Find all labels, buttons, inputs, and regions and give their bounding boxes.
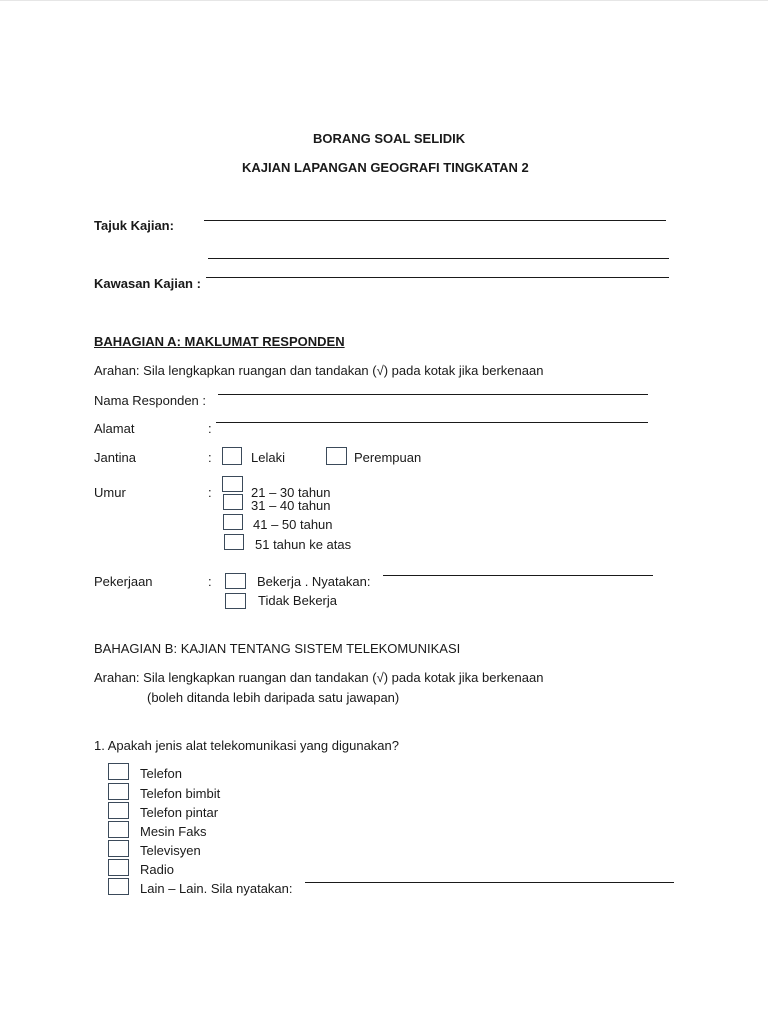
option-lain-lain: Lain – Lain. Sila nyatakan: <box>140 881 293 896</box>
checkbox-perempuan[interactable] <box>326 447 347 465</box>
option-lelaki: Lelaki <box>251 450 285 465</box>
section-a-instruction: Arahan: Sila lengkapkan ruangan dan tandakan (√) pada kotak jika berkenaan <box>94 363 544 378</box>
umur-colon: : <box>208 485 212 500</box>
checkbox-bekerja[interactable] <box>225 573 246 589</box>
checkbox-lain-lain[interactable] <box>108 878 129 895</box>
option-tidak-bekerja: Tidak Bekerja <box>258 593 337 608</box>
checkbox-lelaki[interactable] <box>222 447 242 465</box>
checkbox-tidak-bekerja[interactable] <box>225 593 246 609</box>
bekerja-input-line[interactable] <box>383 575 653 576</box>
checkbox-age-21-30[interactable] <box>222 476 243 492</box>
checkbox-televisyen[interactable] <box>108 840 129 857</box>
checkbox-age-41-50[interactable] <box>223 514 243 530</box>
kawasan-label: Kawasan Kajian : <box>94 276 201 291</box>
option-televisyen: Televisyen <box>140 843 201 858</box>
section-b-instruction: Arahan: Sila lengkapkan ruangan dan tandakan (√) pada kotak jika berkenaan <box>94 670 544 685</box>
option-age-51-plus: 51 tahun ke atas <box>255 537 352 552</box>
nama-label: Nama Responden : <box>94 393 207 408</box>
checkbox-telefon-pintar[interactable] <box>108 802 129 819</box>
option-telefon-bimbit: Telefon bimbit <box>140 786 221 801</box>
checkbox-age-51-plus[interactable] <box>224 534 244 550</box>
option-radio: Radio <box>140 862 174 877</box>
option-age-31-40: 31 – 40 tahun <box>251 498 331 513</box>
section-b-instruction-note: (boleh ditanda lebih daripada satu jawapan) <box>147 690 400 705</box>
checkbox-mesin-faks[interactable] <box>108 821 129 838</box>
checkbox-age-31-40[interactable] <box>223 494 243 510</box>
option-age-41-50: 41 – 50 tahun <box>253 517 333 532</box>
tajuk-input-line-2[interactable] <box>208 258 669 259</box>
option-telefon-pintar: Telefon pintar <box>140 805 219 820</box>
checkbox-telefon[interactable] <box>108 763 129 780</box>
question-1: 1. Apakah jenis alat telekomunikasi yang digunakan? <box>94 738 399 753</box>
section-b-heading: BAHAGIAN B: KAJIAN TENTANG SISTEM TELEKOMUNIKASI <box>94 641 461 656</box>
kawasan-input-line[interactable] <box>206 277 669 278</box>
checkbox-telefon-bimbit[interactable] <box>108 783 129 800</box>
jantina-colon: : <box>208 450 212 465</box>
option-mesin-faks: Mesin Faks <box>140 824 207 839</box>
form-title: BORANG SOAL SELIDIK <box>313 131 466 146</box>
tajuk-label: Tajuk Kajian: <box>94 218 174 233</box>
pekerjaan-label: Pekerjaan <box>94 574 153 589</box>
option-perempuan: Perempuan <box>354 450 422 465</box>
option-telefon: Telefon <box>140 766 182 781</box>
jantina-label: Jantina <box>94 450 136 465</box>
option-age-21-30: 21 – 30 tahun <box>251 485 331 500</box>
section-a-heading: BAHAGIAN A: MAKLUMAT RESPONDEN <box>94 334 345 349</box>
alamat-input-line[interactable] <box>216 422 648 423</box>
lain-lain-input-line[interactable] <box>305 882 674 883</box>
form-subtitle: KAJIAN LAPANGAN GEOGRAFI TINGKATAN 2 <box>242 160 529 175</box>
option-bekerja: Bekerja . Nyatakan: <box>257 574 371 589</box>
nama-input-line[interactable] <box>218 394 648 395</box>
alamat-label: Alamat <box>94 421 135 436</box>
pekerjaan-colon: : <box>208 574 212 589</box>
checkbox-radio[interactable] <box>108 859 129 876</box>
tajuk-input-line[interactable] <box>204 220 666 221</box>
umur-label: Umur <box>94 485 126 500</box>
alamat-colon: : <box>208 421 212 436</box>
